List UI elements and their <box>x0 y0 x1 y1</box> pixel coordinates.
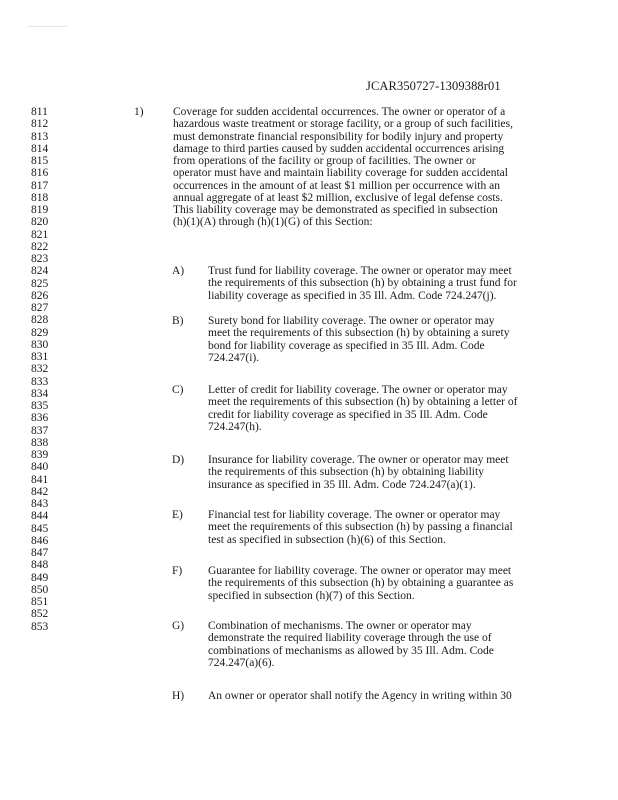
line-number: 829 <box>31 326 49 339</box>
line-number: 812 <box>31 118 49 131</box>
text-line: the requirements of this subsection (h) by obtaining liability <box>208 466 484 479</box>
line-number: 824 <box>31 265 49 278</box>
line-number: 826 <box>31 289 49 302</box>
text-line: the requirements of this subsection (h) by obtaining a trust fund for <box>208 277 517 290</box>
text-line: demonstrate the required liability coverage through the use of <box>208 632 492 645</box>
paragraph-text <box>173 106 543 229</box>
subsection-text <box>208 620 528 669</box>
text-line: Coverage for sudden accidental occurrences. The owner or operator of a <box>173 106 506 118</box>
text-line: meet the requirements of this subsection (h) by passing a financial <box>208 521 513 534</box>
line-number: 814 <box>31 142 49 155</box>
line-number: 843 <box>31 498 49 510</box>
line-number-column <box>31 106 48 633</box>
text-line: (h)(1)(A) through (h)(1)(G) of this Section: <box>173 216 373 229</box>
subsection-text <box>208 454 528 491</box>
subsection-marker: D) <box>172 454 185 466</box>
text-line: insurance as specified in 35 Ill. Adm. Code 724.247(a)(1). <box>208 478 476 491</box>
line-number: 819 <box>31 204 49 216</box>
line-number: 842 <box>31 485 49 498</box>
text-line: liability coverage as specified in 35 Ill. Adm. Code 724.247(j). <box>208 289 497 302</box>
line-number: 816 <box>31 167 49 180</box>
text-line: 724.247(i). <box>208 351 260 364</box>
subsection-text <box>208 265 528 302</box>
line-number: 841 <box>31 473 49 486</box>
text-line: Financial test for liability coverage. The owner or operator may <box>208 509 501 521</box>
line-number: 844 <box>31 510 49 523</box>
line-number: 838 <box>31 436 49 449</box>
line-number: 847 <box>31 547 49 559</box>
subsection-marker: B) <box>172 315 184 327</box>
text-line: hazardous waste treatment or storage facility, or a group of such facilities, <box>173 118 513 131</box>
line-number: 830 <box>31 338 49 351</box>
subsection-text <box>208 384 528 433</box>
text-line: 724.247(h). <box>208 420 262 433</box>
line-number: 832 <box>31 363 49 376</box>
text-line: from operations of the facility or group of facilities. The owner or <box>173 155 476 167</box>
line-number: 827 <box>31 302 49 314</box>
subsection-marker: F) <box>172 565 183 577</box>
line-number: 811 <box>31 106 48 118</box>
line-number: 831 <box>31 351 49 363</box>
line-number: 836 <box>31 412 49 425</box>
document-id: JCAR350727-1309388r01 <box>366 79 501 93</box>
line-number: 817 <box>31 179 49 192</box>
line-number: 818 <box>31 191 49 204</box>
text-line: An owner or operator shall notify the Agency in writing within 30 <box>208 690 512 702</box>
line-number: 833 <box>31 375 49 388</box>
subsection-text <box>208 690 528 702</box>
text-line: Letter of credit for liability coverage. The owner or operator may <box>208 384 508 396</box>
line-number: 851 <box>31 596 49 608</box>
line-number: 822 <box>31 240 49 253</box>
line-number: 834 <box>31 387 49 400</box>
subsection-text <box>208 509 528 546</box>
line-number: 852 <box>31 608 49 621</box>
line-number: 815 <box>31 155 49 167</box>
subsection-text <box>208 565 528 602</box>
subsection-marker: E) <box>172 509 183 521</box>
text-line: operator must have and maintain liability coverage for sudden accidental <box>173 167 508 180</box>
text-line: must demonstrate financial responsibility for bodily injury and property <box>173 130 504 143</box>
line-number: 848 <box>31 559 49 572</box>
text-line: occurrences in the amount of at least $1 million per occurrence with an <box>173 179 500 192</box>
text-line: meet the requirements of this subsection (h) by obtaining a letter of <box>208 396 518 409</box>
line-number: 853 <box>31 620 49 633</box>
subsection-text <box>208 315 528 364</box>
text-line: the requirements of this subsection (h) by obtaining a guarantee as <box>208 577 514 590</box>
text-line: 724.247(a)(6). <box>208 656 275 669</box>
text-line: Trust fund for liability coverage. The owner or operator may meet <box>208 265 512 277</box>
line-number: 828 <box>31 314 49 327</box>
line-number: 846 <box>31 534 49 547</box>
line-number: 837 <box>31 424 49 437</box>
text-line: specified in subsection (h)(7) of this Section. <box>208 589 415 602</box>
line-number: 821 <box>31 228 49 241</box>
text-line: damage to third parties caused by sudden accidental occurrences arising <box>173 142 505 155</box>
paragraph-marker: 1) <box>134 106 144 118</box>
scan-artifact <box>27 26 67 27</box>
line-number: 850 <box>31 583 49 596</box>
text-line: Combination of mechanisms. The owner or operator may <box>208 620 472 632</box>
text-line: annual aggregate of at least $2 million, exclusive of legal defense costs. <box>173 191 503 204</box>
line-number: 825 <box>31 277 49 290</box>
text-line: test as specified in subsection (h)(6) of this Section. <box>208 533 446 546</box>
line-number: 849 <box>31 571 49 584</box>
line-number: 820 <box>31 216 49 229</box>
line-number: 823 <box>31 253 49 265</box>
text-line: Guarantee for liability coverage. The owner or operator may meet <box>208 565 512 577</box>
line-number: 835 <box>31 400 49 412</box>
text-line: credit for liability coverage as specified in 35 Ill. Adm. Code <box>208 408 488 421</box>
line-number: 845 <box>31 522 49 535</box>
subsection-marker: C) <box>172 384 184 396</box>
text-line: Surety bond for liability coverage. The owner or operator may <box>208 315 495 327</box>
text-line: combinations of mechanisms as allowed by 35 Ill. Adm. Code <box>208 644 494 657</box>
text-line: This liability coverage may be demonstrated as specified in subsection <box>173 204 498 216</box>
text-line: Insurance for liability coverage. The owner or operator may meet <box>208 454 509 466</box>
line-number: 839 <box>31 449 49 461</box>
subsection-marker: A) <box>172 265 185 277</box>
line-number: 840 <box>31 461 49 474</box>
text-line: meet the requirements of this subsection (h) by obtaining a surety <box>208 327 510 340</box>
subsection-marker: G) <box>172 620 185 632</box>
subsection-marker: H) <box>172 690 185 702</box>
text-line: bond for liability coverage as specified in 35 Ill. Adm. Code <box>208 339 485 352</box>
line-number: 813 <box>31 130 49 143</box>
